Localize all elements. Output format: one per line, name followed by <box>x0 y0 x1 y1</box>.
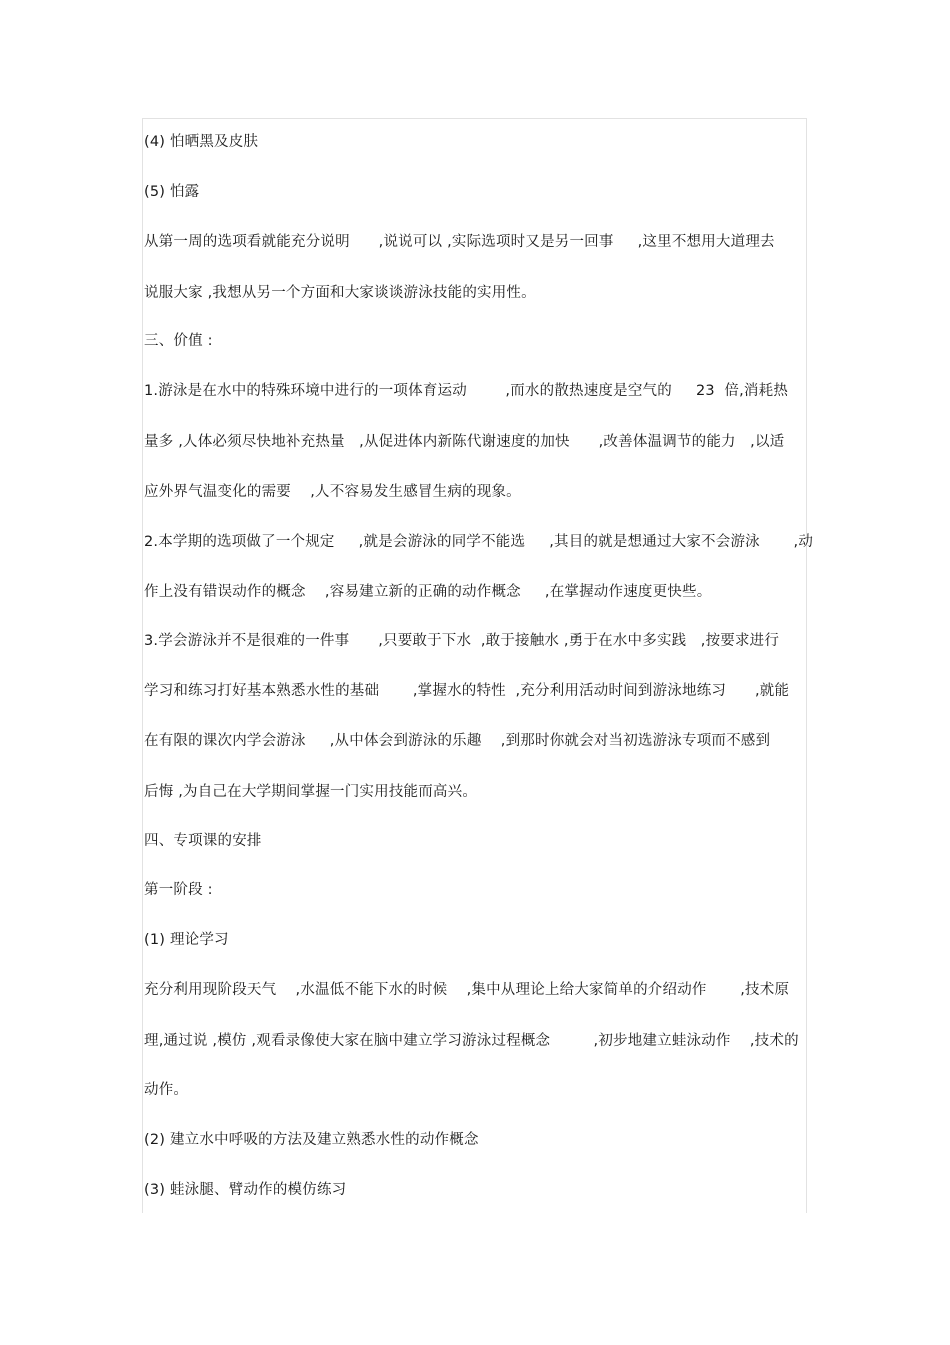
text-line: (4) 怕晒黑及皮肤 <box>144 134 259 150</box>
text-line: 说服大家 ,我想从另一个方面和大家谈谈游泳技能的实用性。 <box>144 285 536 301</box>
text-line: 1.游泳是在水中的特殊环境中进行的一项体育运动 ,而水的散热速度是空气的 23 倍,消耗热 <box>144 383 789 399</box>
text-line: (5) 怕露 <box>144 184 200 200</box>
text-line: 量多 ,人体必须尽快地补充热量 ,从促进体内新陈代谢速度的加快 ,改善体温调节的能力 ,以适 <box>144 434 785 450</box>
text-line: 理,通过说 ,模仿 ,观看录像使大家在脑中建立学习游泳过程概念 ,初步地建立蛙泳动作 ,技术的 <box>144 1033 799 1049</box>
text-line: 应外界气温变化的需要 ,人不容易发生感冒生病的现象。 <box>144 484 521 500</box>
text-line: (2) 建立水中呼吸的方法及建立熟悉水性的动作概念 <box>144 1132 479 1148</box>
text-line: 从第一周的选项看就能充分说明 ,说说可以 ,实际选项时又是另一回事 ,这里不想用大道理去 <box>144 234 775 250</box>
text-line: 3.学会游泳并不是很难的一件事 ,只要敢于下水 ,敢于接触水 ,勇于在水中多实践 ,按要求进行 <box>144 633 780 649</box>
text-line: 作上没有错误动作的概念 ,容易建立新的正确的动作概念 ,在掌握动作速度更快些。 <box>144 584 712 600</box>
text-line: 在有限的课次内学会游泳 ,从中体会到游泳的乐趣 ,到那时你就会对当初选游泳专项而不感到 <box>144 733 771 749</box>
text-line: (3) 蛙泳腿、臂动作的模仿练习 <box>144 1182 347 1198</box>
text-line: (1) 理论学习 <box>144 932 229 948</box>
text-line: 后悔 ,为自己在大学期间掌握一门实用技能而高兴。 <box>144 784 478 800</box>
subsection-heading: 第一阶段 : <box>144 882 213 898</box>
section-heading: 三、价值 : <box>144 333 213 349</box>
text-line: 2.本学期的选项做了一个规定 ,就是会游泳的同学不能选 ,其目的就是想通过大家不会游泳 ,动 <box>144 534 814 550</box>
text-line: 充分利用现阶段天气 ,水温低不能下水的时候 ,集中从理论上给大家简单的介绍动作 ,技术原 <box>144 982 790 998</box>
text-line: 动作。 <box>144 1082 189 1098</box>
section-heading: 四、专项课的安排 <box>144 833 262 849</box>
text-line: 学习和练习打好基本熟悉水性的基础 ,掌握水的特性 ,充分利用活动时间到游泳地练习 ,就能 <box>144 683 790 699</box>
